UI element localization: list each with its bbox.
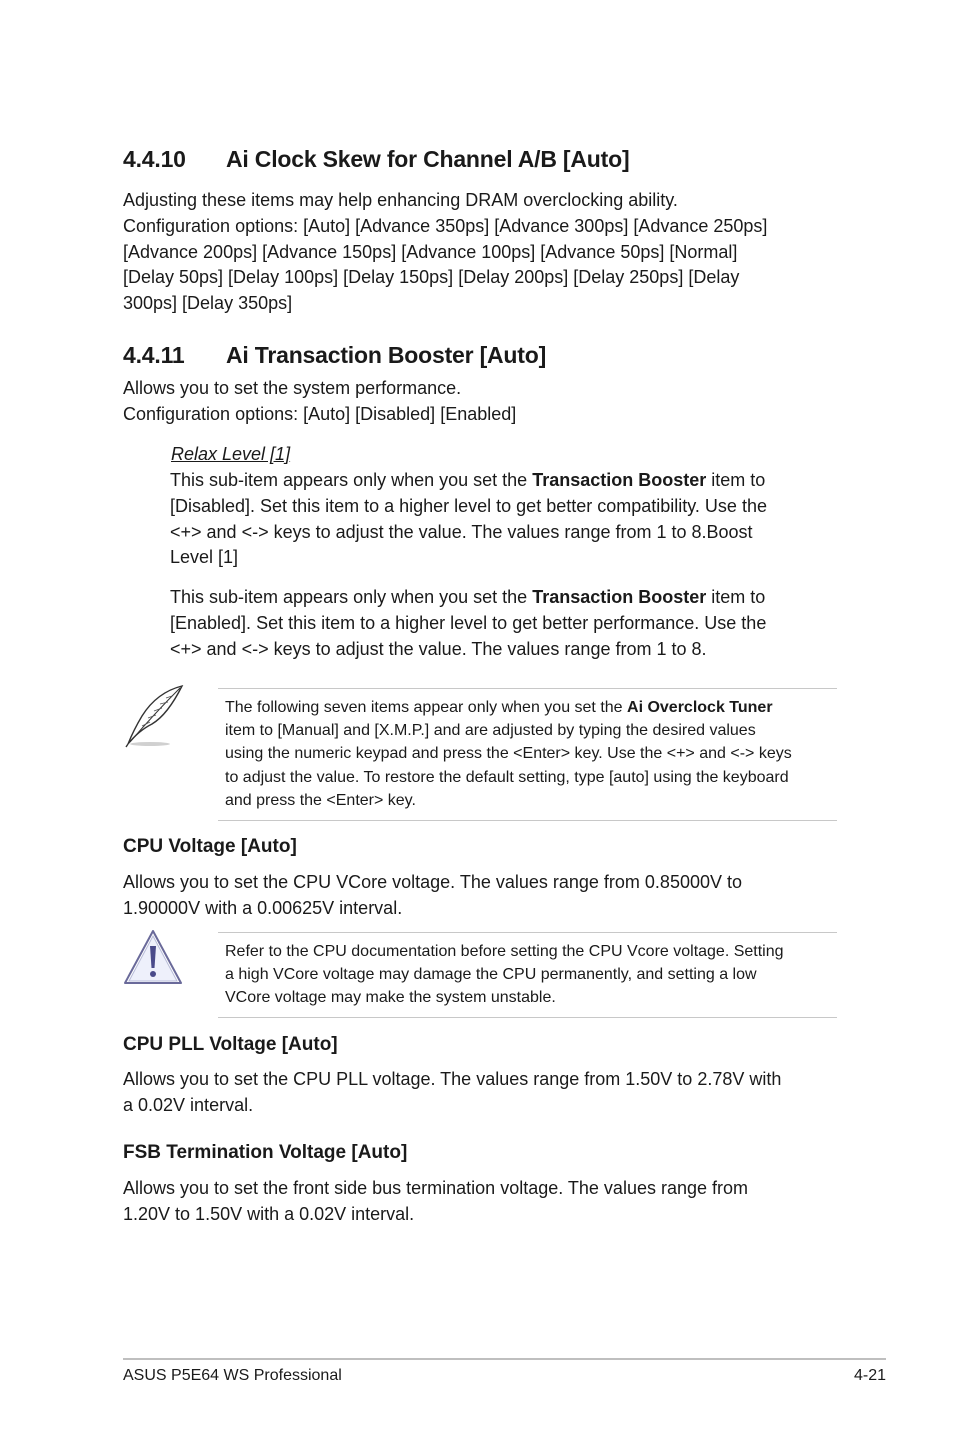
quill-pen-icon: [122, 684, 186, 748]
body-line: Allows you to set the CPU PLL voltage. The values range from 1.50V to 2.78V with: [123, 1069, 782, 1089]
warning-triangle-icon: [122, 928, 184, 988]
body-line: Allows you to set the system performance.: [123, 378, 462, 398]
warning-top-rule: [218, 932, 837, 933]
section-number: 4.4.10: [123, 146, 186, 172]
cpu-pll-voltage-body: [123, 1067, 781, 1119]
footer-page-number: 4-21: [853, 1367, 886, 1384]
note-line: and press the <Enter> key.: [225, 791, 416, 809]
section-body-4-4-11: [123, 376, 516, 428]
relax-level-description: [170, 468, 767, 571]
body-line: This sub-item appears only when you set the Transaction Booster item to: [170, 470, 766, 490]
note-line: using the numeric keypad and press the <Enter> key. Use the <+> and <-> keys: [225, 745, 792, 763]
body-line: 1.20V to 1.50V with a 0.02V interval.: [123, 1203, 415, 1224]
body-line: Configuration options: [Auto] [Disabled] [Enabled]: [123, 403, 517, 424]
footer-product-name: ASUS P5E64 WS Professional: [123, 1367, 342, 1384]
body-line: Configuration options: [Auto] [Advance 350ps] [Advance 300ps] [Advance 250ps]: [123, 215, 768, 236]
cpu-voltage-heading: CPU Voltage [Auto]: [123, 836, 297, 857]
note-text: [225, 696, 792, 812]
body-line: [Advance 200ps] [Advance 150ps] [Advance 100ps] [Advance 50ps] [Normal]: [123, 241, 738, 262]
body-line: Allows you to set the CPU VCore voltage. The values range from 0.85000V to: [123, 872, 743, 892]
note-line: The following seven items appear only when you set the Ai Overclock Tuner: [225, 699, 773, 716]
fsb-termination-voltage-body: [123, 1176, 748, 1228]
body-line: [Enabled]. Set this item to a higher level to get better performance. Use the: [170, 612, 767, 633]
bold-term: Transaction Booster: [532, 587, 707, 607]
body-line: Adjusting these items may help enhancing DRAM overclocking ability.: [123, 190, 678, 210]
fsb-termination-voltage-heading: FSB Termination Voltage [Auto]: [123, 1142, 408, 1163]
note-line: Refer to the CPU documentation before setting the CPU Vcore voltage. Setting: [225, 943, 784, 960]
warning-text: [225, 940, 784, 1010]
footer-rule: [123, 1358, 886, 1360]
warning-bottom-rule: [218, 1017, 837, 1018]
body-line: Level [1]: [170, 547, 239, 568]
note-bottom-rule: [218, 820, 837, 821]
relax-level-label: Relax Level [1]: [171, 444, 291, 464]
note-line: VCore voltage may make the system unstable.: [225, 989, 556, 1007]
section-number: 4.4.11: [123, 342, 185, 368]
section-title: Ai Transaction Booster [Auto]: [226, 342, 547, 368]
note-line: a high VCore voltage may damage the CPU permanently, and setting a low: [225, 966, 757, 984]
note-line: to adjust the value. To restore the default setting, type [auto] using the keyboard: [225, 768, 789, 786]
body-line: [Delay 50ps] [Delay 100ps] [Delay 150ps] [Delay 200ps] [Delay 250ps] [Delay: [123, 267, 740, 288]
body-line: 300ps] [Delay 350ps]: [123, 293, 293, 314]
note-top-rule: [218, 688, 837, 689]
body-line: 1.90000V with a 0.00625V interval.: [123, 897, 403, 918]
section-heading-4-4-11: [123, 342, 843, 372]
body-line: This sub-item appears only when you set the Transaction Booster item to: [170, 587, 766, 607]
body-line: Allows you to set the front side bus termination voltage. The values range from: [123, 1178, 748, 1198]
section-title: Ai Clock Skew for Channel A/B [Auto]: [226, 146, 630, 172]
section-heading-4-4-10: [123, 146, 843, 176]
bold-term: Ai Overclock Tuner: [627, 699, 773, 716]
cpu-pll-voltage-heading: CPU PLL Voltage [Auto]: [123, 1034, 338, 1055]
boost-level-description: [170, 585, 766, 662]
body-line: [Disabled]. Set this item to a higher level to get better compatibility. Use the: [170, 495, 767, 516]
note-line: item to [Manual] and [X.M.P.] and are adjusted by typing the desired values: [225, 722, 756, 740]
cpu-voltage-body: [123, 870, 742, 922]
body-line: <+> and <-> keys to adjust the value. The values range from 1 to 8.: [170, 638, 707, 659]
bold-term: Transaction Booster: [532, 470, 707, 490]
section-body-4-4-10: [123, 188, 767, 317]
body-line: <+> and <-> keys to adjust the value. The values range from 1 to 8.Boost: [170, 521, 753, 542]
body-line: a 0.02V interval.: [123, 1094, 254, 1115]
